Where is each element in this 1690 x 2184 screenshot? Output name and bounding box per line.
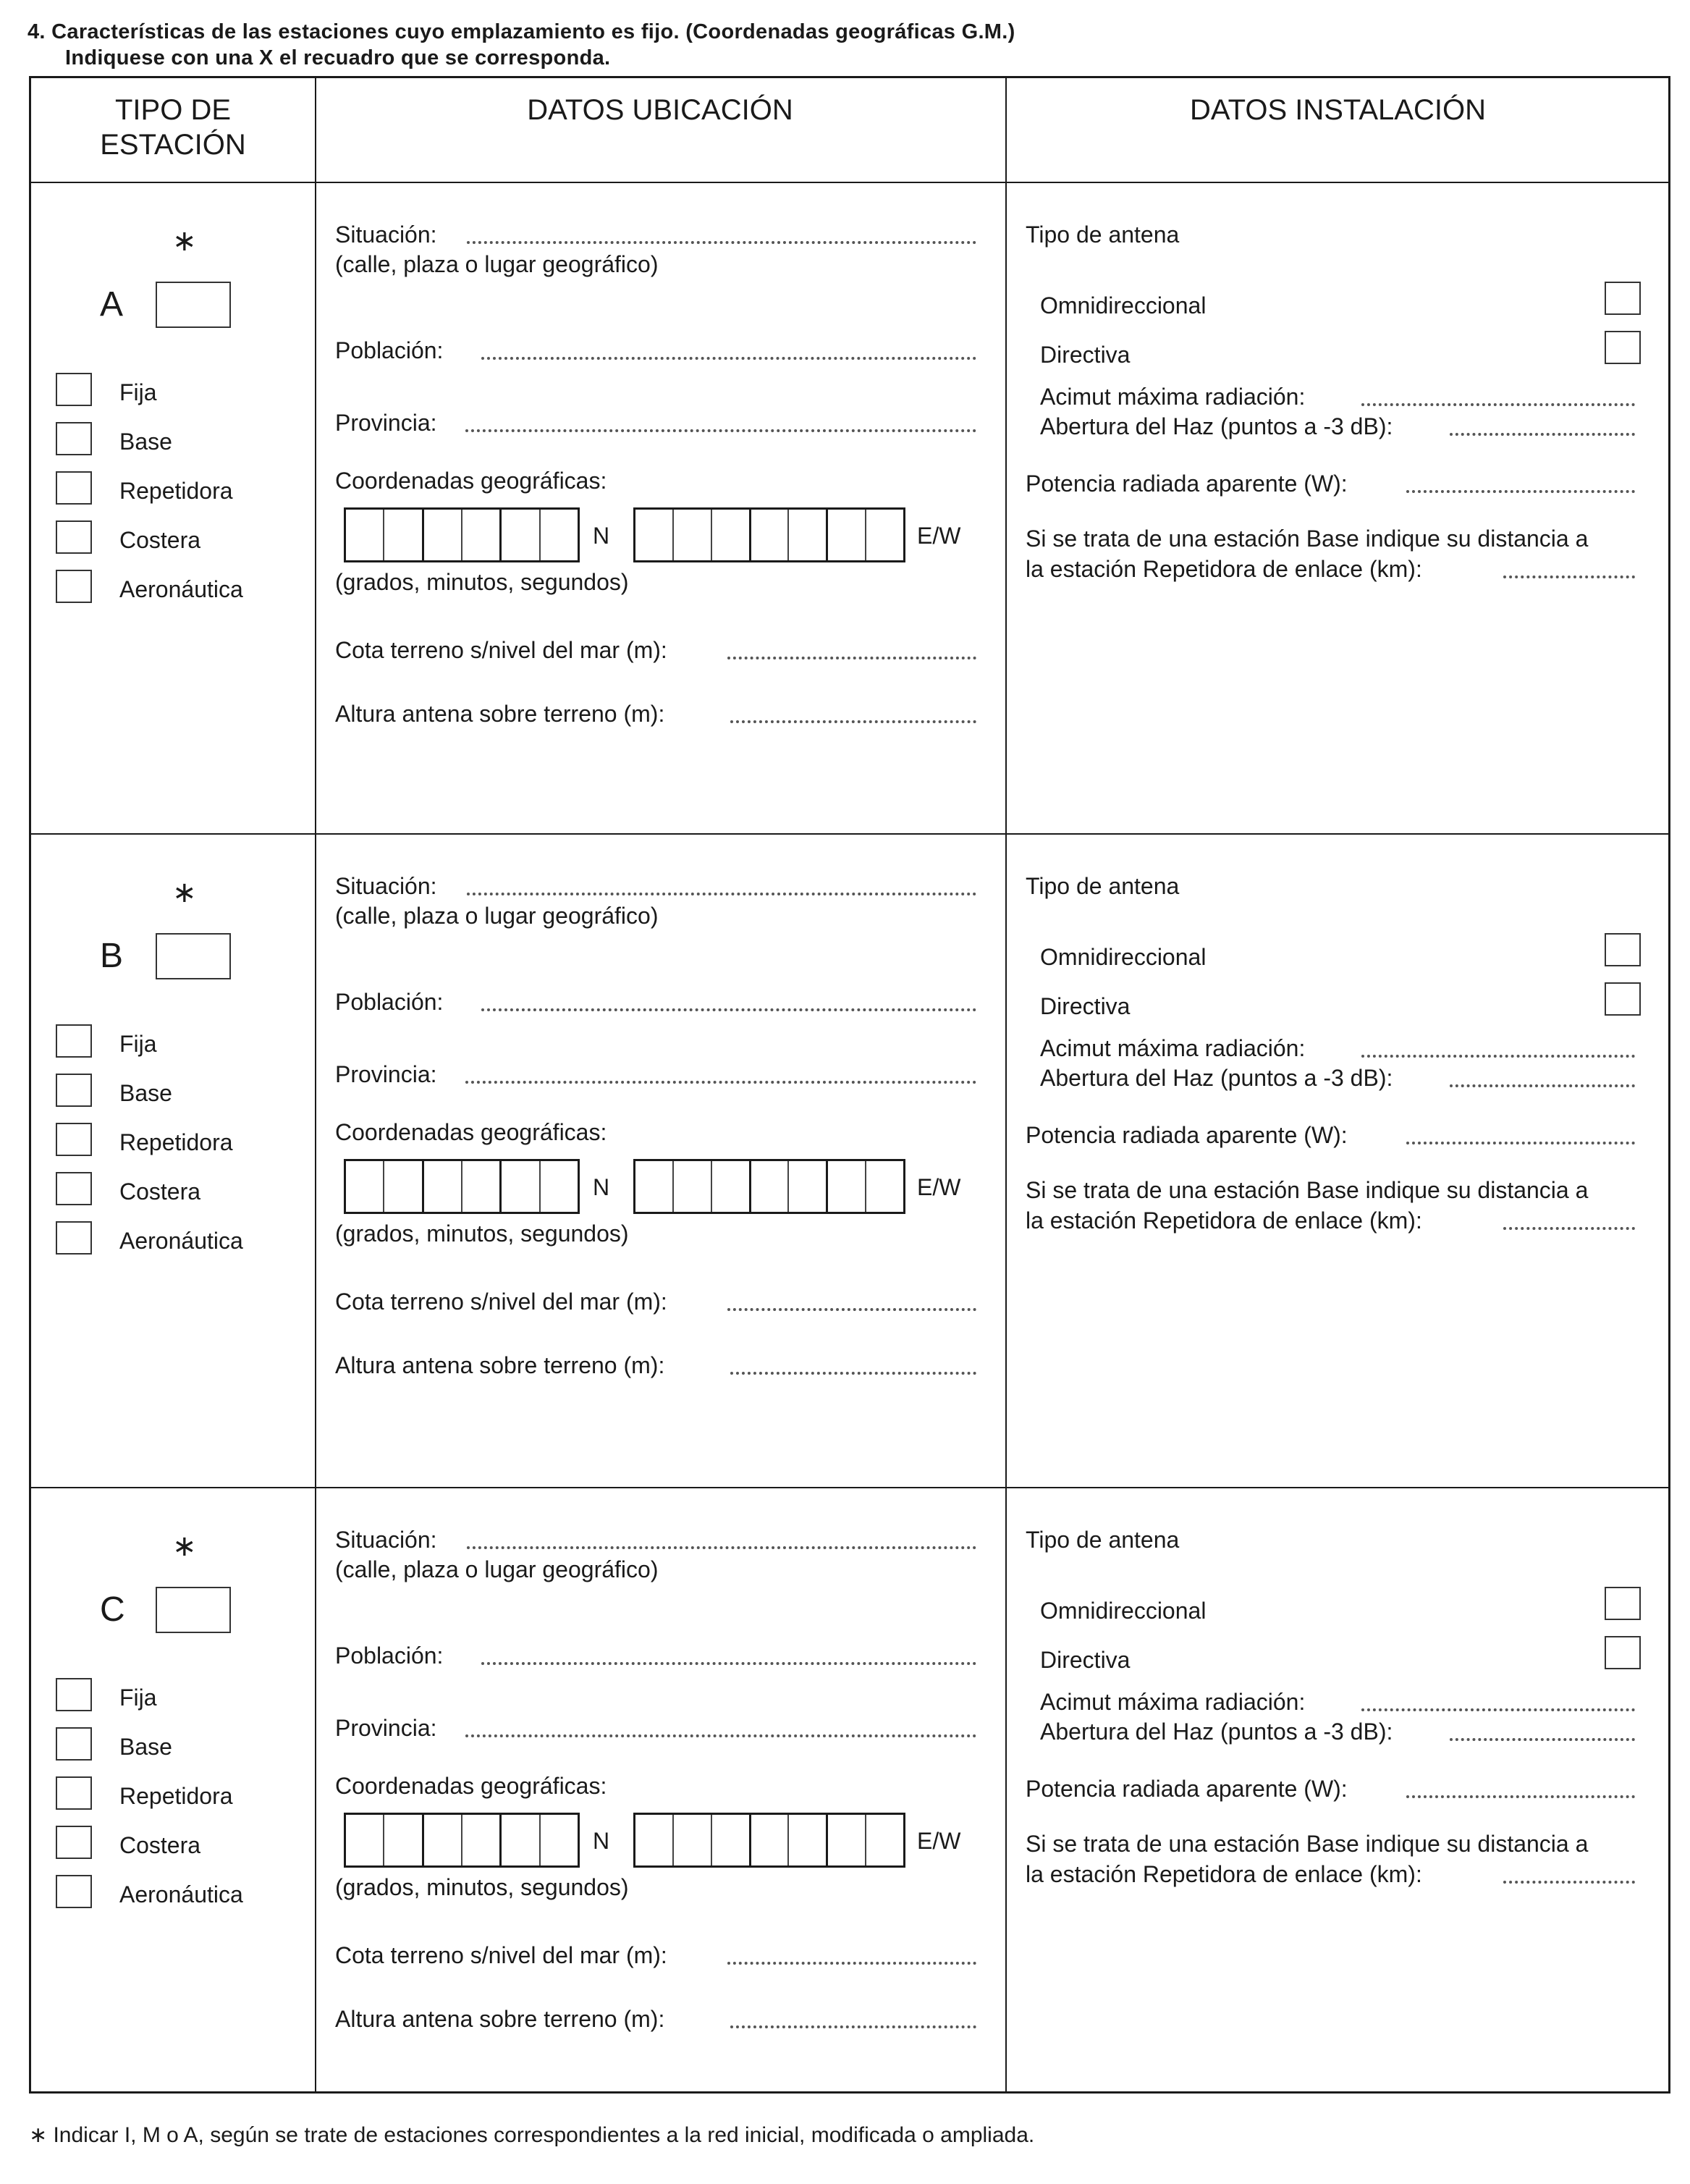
- label-directiva: Directiva: [1040, 342, 1131, 368]
- checkbox-fija[interactable]: [56, 1024, 92, 1058]
- field-potencia[interactable]: [1406, 490, 1635, 493]
- label-tipo-antena: Tipo de antena: [1026, 873, 1180, 899]
- checkbox-repetidora[interactable]: [56, 1123, 92, 1156]
- label-provincia: Provincia:: [335, 1061, 437, 1087]
- coord-eastwest-boxes[interactable]: [633, 507, 905, 562]
- label-costera: Costera: [119, 527, 201, 553]
- field-acimut[interactable]: [1361, 1708, 1635, 1711]
- checkbox-base[interactable]: [56, 1074, 92, 1107]
- label-tipo-antena: Tipo de antena: [1026, 1527, 1180, 1553]
- checkbox-omnidireccional[interactable]: [1605, 933, 1641, 966]
- label-costera: Costera: [119, 1832, 201, 1858]
- label-fija: Fija: [119, 379, 157, 405]
- label-potencia: Potencia radiada aparente (W):: [1026, 1122, 1348, 1148]
- label-repetidora: Repetidora: [119, 1783, 233, 1809]
- field-altura[interactable]: [730, 720, 976, 723]
- header-tipo-line-2: ESTACIÓN: [100, 129, 246, 161]
- label-omnidireccional: Omnidireccional: [1040, 944, 1207, 970]
- label-base-distancia-2: la estación Repetidora de enlace (km):: [1026, 1207, 1422, 1234]
- field-provincia[interactable]: [465, 429, 976, 432]
- label-directiva: Directiva: [1040, 1647, 1131, 1673]
- label-tipo-antena: Tipo de antena: [1026, 222, 1180, 248]
- field-situacion[interactable]: [467, 1546, 976, 1549]
- coord-eastwest-boxes[interactable]: [633, 1159, 905, 1214]
- checkbox-repetidora[interactable]: [56, 471, 92, 505]
- label-acimut: Acimut máxima radiación:: [1040, 384, 1306, 410]
- label-repetidora: Repetidora: [119, 1129, 233, 1155]
- label-acimut: Acimut máxima radiación:: [1040, 1689, 1306, 1715]
- field-cota[interactable]: [727, 657, 976, 659]
- field-abertura[interactable]: [1450, 433, 1635, 436]
- label-abertura: Abertura del Haz (puntos a -3 dB):: [1040, 1719, 1393, 1745]
- label-cota: Cota terreno s/nivel del mar (m):: [335, 637, 667, 663]
- header-tipo-line-1: TIPO DE: [114, 94, 232, 126]
- label-poblacion: Población:: [335, 337, 444, 363]
- station-section-c: [31, 1488, 1668, 2140]
- label-coord-sub: (grados, minutos, segundos): [335, 1220, 629, 1247]
- label-eastwest: E/W: [917, 523, 961, 549]
- field-cota[interactable]: [727, 1308, 976, 1311]
- field-base-distancia[interactable]: [1503, 575, 1635, 578]
- field-provincia[interactable]: [465, 1081, 976, 1084]
- label-repetidora: Repetidora: [119, 478, 233, 504]
- label-omnidireccional: Omnidireccional: [1040, 292, 1207, 319]
- label-cota: Cota terreno s/nivel del mar (m):: [335, 1289, 667, 1315]
- field-cota[interactable]: [727, 1962, 976, 1965]
- field-poblacion[interactable]: [481, 1008, 976, 1011]
- field-situacion[interactable]: [467, 241, 976, 244]
- heading-line-1: 4. Características de las estaciones cuyo emplazamiento es fijo. (Coordenadas geográficas G.M.): [28, 20, 1015, 43]
- header-datos-ubicacion: DATOS UBICACIÓN: [527, 94, 793, 126]
- label-situacion: Situación:: [335, 222, 437, 248]
- checkbox-directiva[interactable]: [1605, 331, 1641, 364]
- heading-line-2: Indiquese con una X el recuadro que se corresponda.: [65, 46, 611, 69]
- header-tipo-estacion: [31, 93, 315, 196]
- checkbox-base[interactable]: [56, 1727, 92, 1761]
- label-provincia: Provincia:: [335, 410, 437, 436]
- label-base-distancia-2: la estación Repetidora de enlace (km):: [1026, 1861, 1422, 1887]
- checkbox-directiva[interactable]: [1605, 1636, 1641, 1669]
- coord-north-boxes[interactable]: [344, 1159, 580, 1214]
- label-aeronautica: Aeronáutica: [119, 1228, 243, 1254]
- label-situacion: Situación:: [335, 873, 437, 899]
- label-altura: Altura antena sobre terreno (m):: [335, 1352, 665, 1378]
- label-base: Base: [119, 1080, 172, 1106]
- label-altura: Altura antena sobre terreno (m):: [335, 701, 665, 727]
- checkbox-aeronautica[interactable]: [56, 570, 92, 603]
- field-potencia[interactable]: [1406, 1795, 1635, 1798]
- label-north: N: [593, 523, 610, 549]
- checkbox-fija[interactable]: [56, 1678, 92, 1711]
- label-base-distancia-1: Si se trata de una estación Base indique su distancia a: [1026, 1831, 1589, 1857]
- form-heading: [28, 19, 1015, 71]
- checkbox-fija[interactable]: [56, 373, 92, 406]
- label-north: N: [593, 1828, 610, 1854]
- asterisk-mark: ∗: [172, 877, 197, 908]
- field-acimut[interactable]: [1361, 1055, 1635, 1058]
- station-code-box[interactable]: [156, 282, 231, 328]
- field-situacion[interactable]: [467, 893, 976, 895]
- label-cota: Cota terreno s/nivel del mar (m):: [335, 1942, 667, 1968]
- label-base-distancia-2: la estación Repetidora de enlace (km):: [1026, 556, 1422, 582]
- label-situacion-sub: (calle, plaza o lugar geográfico): [335, 903, 659, 929]
- label-coordenadas: Coordenadas geográficas:: [335, 1119, 607, 1145]
- label-acimut: Acimut máxima radiación:: [1040, 1035, 1306, 1061]
- header-datos-instalacion: DATOS INSTALACIÓN: [1190, 94, 1486, 126]
- label-situacion: Situación:: [335, 1527, 437, 1553]
- station-section-b: [31, 835, 1668, 1486]
- label-altura: Altura antena sobre terreno (m):: [335, 2006, 665, 2032]
- label-coord-sub: (grados, minutos, segundos): [335, 569, 629, 595]
- station-code-box[interactable]: [156, 933, 231, 979]
- field-altura[interactable]: [730, 1372, 976, 1375]
- station-section-a: [31, 183, 1668, 835]
- field-base-distancia[interactable]: [1503, 1881, 1635, 1884]
- label-base: Base: [119, 1734, 172, 1760]
- label-aeronautica: Aeronáutica: [119, 576, 243, 602]
- label-abertura: Abertura del Haz (puntos a -3 dB):: [1040, 413, 1393, 439]
- field-poblacion[interactable]: [481, 1662, 976, 1665]
- label-coord-sub: (grados, minutos, segundos): [335, 1874, 629, 1900]
- label-coordenadas: Coordenadas geográficas:: [335, 1773, 607, 1799]
- label-north: N: [593, 1174, 610, 1200]
- field-abertura[interactable]: [1450, 1084, 1635, 1087]
- label-coordenadas: Coordenadas geográficas:: [335, 468, 607, 494]
- label-potencia: Potencia radiada aparente (W):: [1026, 1776, 1348, 1802]
- label-omnidireccional: Omnidireccional: [1040, 1598, 1207, 1624]
- field-altura[interactable]: [730, 2025, 976, 2028]
- label-costera: Costera: [119, 1179, 201, 1205]
- label-fija: Fija: [119, 1685, 157, 1711]
- label-fija: Fija: [119, 1031, 157, 1057]
- checkbox-omnidireccional[interactable]: [1605, 282, 1641, 315]
- label-eastwest: E/W: [917, 1828, 961, 1854]
- field-abertura[interactable]: [1450, 1738, 1635, 1741]
- footnote: ∗ Indicar I, M o A, según se trate de estaciones correspondientes a la red inicial, modificada o ampliada.: [29, 2123, 1035, 2147]
- stations-form: [29, 76, 1670, 2094]
- field-poblacion[interactable]: [481, 357, 976, 360]
- label-situacion-sub: (calle, plaza o lugar geográfico): [335, 1556, 659, 1582]
- field-base-distancia[interactable]: [1503, 1227, 1635, 1230]
- label-base-distancia-1: Si se trata de una estación Base indique su distancia a: [1026, 526, 1589, 552]
- checkbox-base[interactable]: [56, 422, 92, 455]
- asterisk-mark: ∗: [172, 1530, 197, 1562]
- label-abertura: Abertura del Haz (puntos a -3 dB):: [1040, 1065, 1393, 1091]
- label-directiva: Directiva: [1040, 993, 1131, 1019]
- checkbox-repetidora[interactable]: [56, 1776, 92, 1810]
- station-letter: B: [100, 937, 124, 975]
- coord-north-boxes[interactable]: [344, 507, 580, 562]
- coord-eastwest-boxes[interactable]: [633, 1813, 905, 1868]
- checkbox-costera[interactable]: [56, 1826, 92, 1859]
- checkbox-directiva[interactable]: [1605, 982, 1641, 1016]
- station-letter: A: [100, 285, 124, 324]
- label-poblacion: Población:: [335, 989, 444, 1015]
- label-potencia: Potencia radiada aparente (W):: [1026, 471, 1348, 497]
- checkbox-costera[interactable]: [56, 1172, 92, 1205]
- checkbox-aeronautica[interactable]: [56, 1221, 92, 1255]
- label-eastwest: E/W: [917, 1174, 961, 1200]
- checkbox-omnidireccional[interactable]: [1605, 1587, 1641, 1620]
- field-provincia[interactable]: [465, 1734, 976, 1737]
- label-base-distancia-1: Si se trata de una estación Base indique su distancia a: [1026, 1177, 1589, 1203]
- label-poblacion: Población:: [335, 1643, 444, 1669]
- checkbox-costera[interactable]: [56, 520, 92, 554]
- coord-north-boxes[interactable]: [344, 1813, 580, 1868]
- field-potencia[interactable]: [1406, 1142, 1635, 1144]
- label-base: Base: [119, 429, 172, 455]
- checkbox-aeronautica[interactable]: [56, 1875, 92, 1908]
- station-letter: C: [100, 1590, 125, 1629]
- label-provincia: Provincia:: [335, 1715, 437, 1741]
- field-acimut[interactable]: [1361, 403, 1635, 406]
- asterisk-mark: ∗: [172, 225, 197, 257]
- label-situacion-sub: (calle, plaza o lugar geográfico): [335, 251, 659, 277]
- station-code-box[interactable]: [156, 1587, 231, 1633]
- label-aeronautica: Aeronáutica: [119, 1881, 243, 1907]
